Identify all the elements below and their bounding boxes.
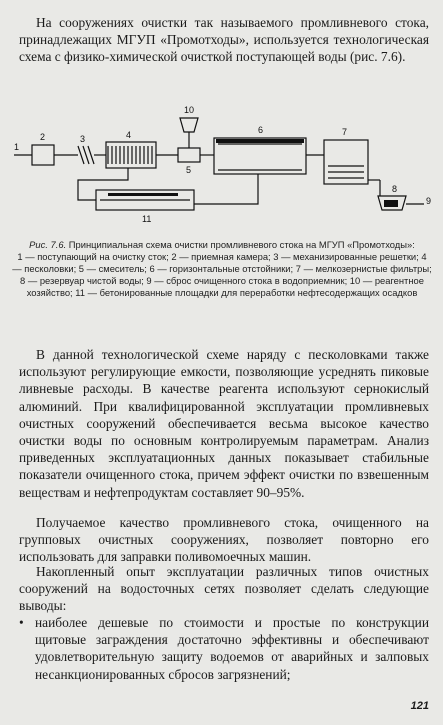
label-11: 11 — [142, 214, 152, 224]
label-8: 8 — [392, 184, 398, 194]
label-2: 2 — [40, 132, 46, 142]
label-7: 7 — [342, 127, 348, 137]
caption-legend: 1 — поступающий на очистку сток; 2 — приемная камера; 3 — механизированные решетки; 4 — песколовки; 5 — смеситель; 6 — горизонтальные отстойники; 7 — мелкозернистые фильтры; 8 — резервуар чистой воды; 9 — сброс очищенного стока в водоприемник; 10 — реагентное хозяйство; 11 — бетонированные площадки для переработки нефтесодержащих осадков — [12, 250, 432, 298]
label-6: 6 — [258, 125, 264, 135]
treatment-scheme-diagram — [8, 100, 438, 238]
label-9: 9 — [426, 196, 432, 206]
label-4: 4 — [126, 130, 132, 140]
label-5: 5 — [186, 165, 192, 175]
bullet-mark: • — [19, 615, 24, 630]
paragraph-experience: Накопленный опыт эксплуатации различных типов очистных сооружений на водосточных сетях позволяет сделать следующие выводы: — [19, 564, 429, 614]
caption-title — [12, 239, 432, 251]
figure-caption — [12, 239, 432, 299]
bullet-text: наиболее дешевые по стоимости и простые по конструкции щитовые заграждения достаточно эффективны и обеспечивают удовлетворительную защиту водоемов от аварийных и залповых несанкционированных сбросов загрязнений; — [35, 615, 429, 682]
caption-label: Рис. 7.6. — [29, 239, 67, 250]
page-number: 121 — [410, 700, 429, 712]
list-item — [19, 614, 429, 683]
label-1: 1 — [14, 142, 20, 152]
paragraph-scheme: В данной технологической схеме наряду с песколовками также используют регулирующие емкости, позволяющие усреднять пиковые ливневые расходы. В качестве реагента используют сернокислый алюминий. При квалифицированной эксплуатации промливневых очистных сооружений обеспечивается весьма высокое качество очистки воды по основным контролируемым параметрам. Анализ приведенных эксплуатационных данных показывает стабильные показатели очищенного стока, причем эффект очистки по взвешенным веществам и нефтепродуктам составляет 90–95%. — [19, 347, 429, 500]
paragraph-reuse: Получаемое качество промливневого стока, очищенного на групповых очистных сооружениях, позволяет повторно его использовать для заправки поливомоечных машин. — [19, 515, 429, 565]
label-3: 3 — [80, 134, 86, 144]
label-10: 10 — [184, 105, 195, 115]
caption-title-text: Принципиальная схема очистки промливневого стока на МГУП «Промотходы»: — [68, 239, 415, 250]
paragraph-intro: На сооружениях очистки так называемого промливневого стока, принадлежащих МГУП «Промотходы», используется технологическая схема с физико-химической очисткой поступающей воды (рис. 7.6). — [19, 15, 429, 65]
